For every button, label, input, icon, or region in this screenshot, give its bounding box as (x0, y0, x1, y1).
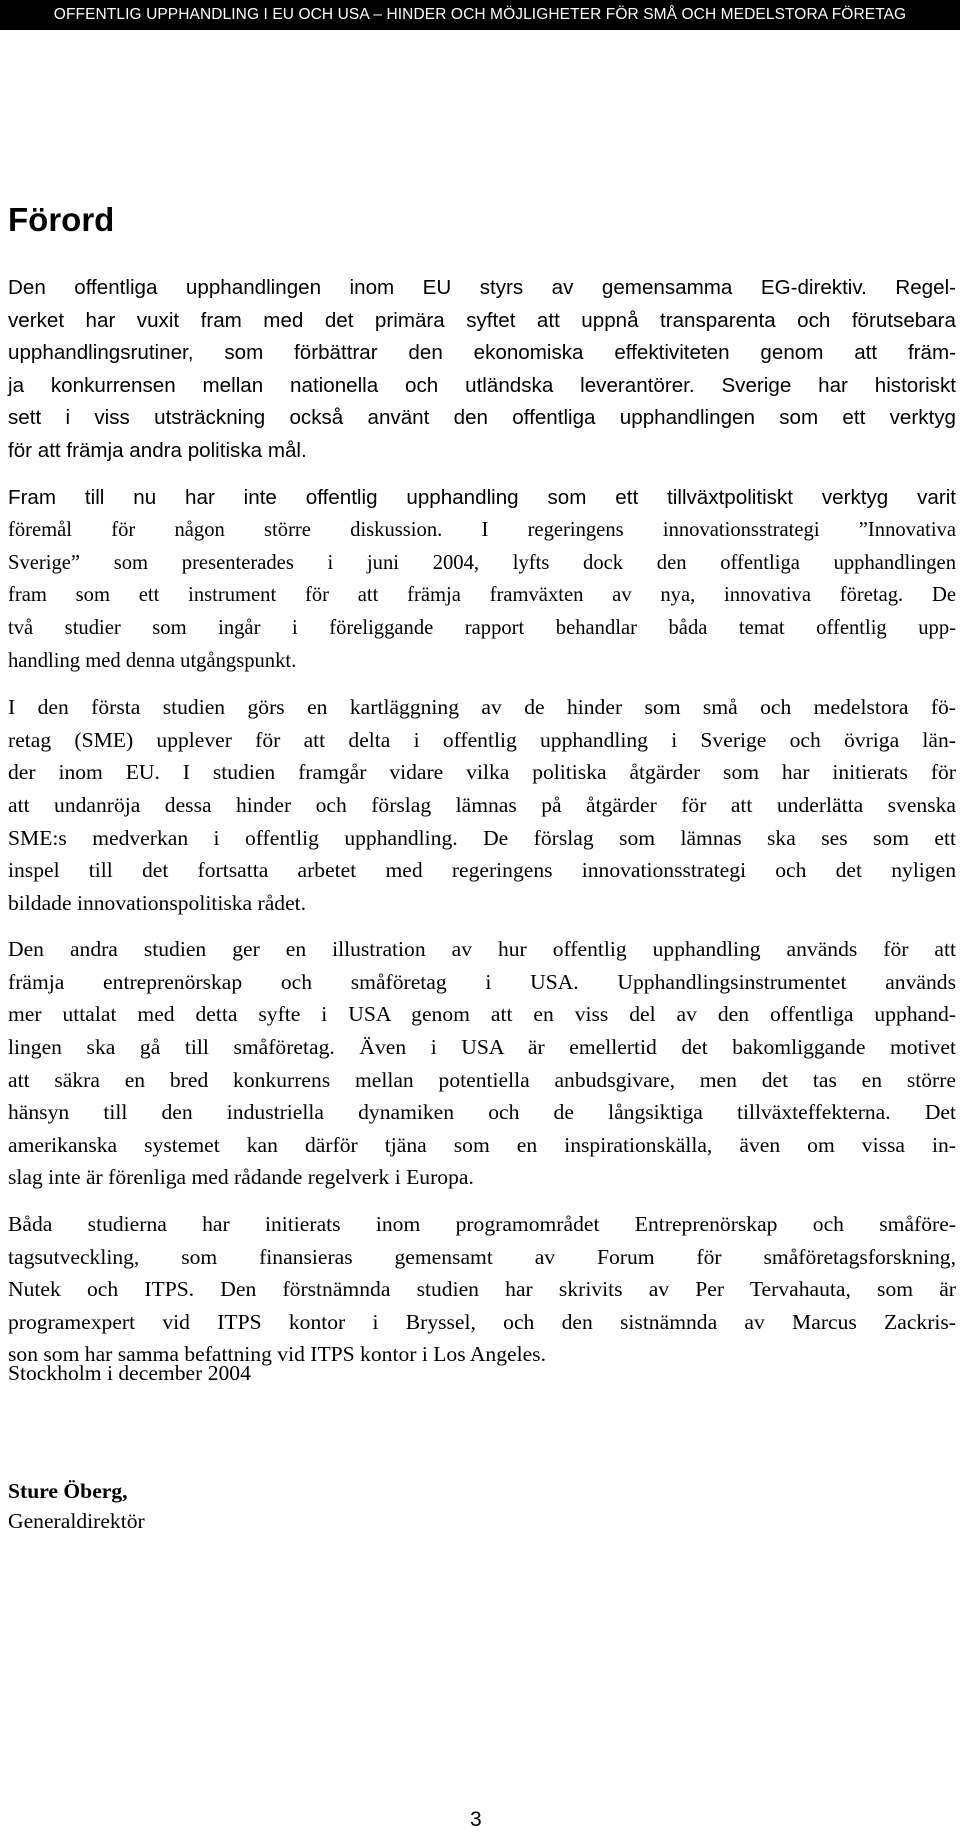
text-line: Båda studierna har initierats inom programområdet Entreprenörskap och småföre- (8, 1212, 956, 1237)
text-line: verket har vuxit fram med det primära syftet att uppnå transparenta och förutsebara (8, 308, 956, 332)
text-line: fram som ett instrument för att främja framväxten av nya, innovativa företag. De (8, 584, 956, 607)
text-line: Den offentliga upphandlingen inom EU styrs av gemensamma EG-direktiv. Regel- (8, 276, 956, 299)
text-line: programexpert vid ITPS kontor i Bryssel, och den sistnämnda av Marcus Zackris- (8, 1309, 956, 1334)
text-line: hänsyn till den industriella dynamiken och de långsiktiga tillväxteffekterna. Det (8, 1100, 956, 1125)
text-line: lingen ska gå till småföretag. Även i USA är emellertid det bakomliggande motivet (8, 1035, 956, 1060)
text-line: föremål för någon större diskussion. I regeringens innovationsstrategi ”Innovativa (8, 519, 956, 542)
text-line: främja entreprenörskap och småföretag i USA. Upphandlingsinstrumentet används (8, 969, 956, 994)
signatory-name: Sture Öberg, (8, 1479, 128, 1503)
paragraph-3 (8, 691, 956, 919)
paragraph-2 (8, 482, 956, 678)
text-line: att säkra en bred konkurrens mellan potentiella anbudsgivare, men det tas en större (8, 1067, 956, 1092)
text-line: att undanröja dessa hinder och förslag lämnas på åtgärder för att underlätta svenska (8, 792, 956, 817)
text-line: för att främja andra politiska mål. (8, 438, 307, 462)
text-line: son som har samma befattning vid ITPS kontor i Los Angeles. (8, 1342, 546, 1367)
text-line: ja konkurrensen mellan nationella och utländska leverantörer. Sverige har historiskt (8, 373, 956, 397)
signatory-title: Generaldirektör (8, 1509, 145, 1533)
paragraph-5 (8, 1208, 956, 1371)
text-line: mer uttalat med detta syfte i USA genom att en viss del av den offentliga upphand- (8, 1002, 956, 1027)
paragraph-4 (8, 933, 956, 1194)
text-line: inspel till det fortsatta arbetet med regeringens innovationsstrategi och det nyligen (8, 858, 956, 883)
text-line: Nutek och ITPS. Den förstnämnda studien har skrivits av Per Tervahauta, som är (8, 1277, 956, 1302)
place-date: Stockholm i december 2004 (8, 1361, 251, 1385)
text-line: Sverige” som presenterades i juni 2004, lyfts dock den offentliga upphandlingen (8, 551, 956, 574)
page-title: Förord (8, 201, 115, 238)
text-line: der inom EU. I studien framgår vidare vilka politiska åtgärder som har initierats för (8, 760, 956, 785)
text-line: slag inte är förenliga med rådande regelverk i Europa. (8, 1165, 474, 1190)
signature-block (8, 1476, 145, 1536)
running-header: OFFENTLIG UPPHANDLING I EU OCH USA – HINDER OCH MÖJLIGHETER FÖR SMÅ OCH MEDELSTORA FÖRETAG (0, 0, 960, 30)
text-line: I den första studien görs en kartläggning av de hinder som små och medelstora fö- (8, 695, 956, 720)
text-line: SME:s medverkan i offentlig upphandling. De förslag som lämnas ska ses som ett (8, 825, 956, 850)
paragraph-1 (8, 272, 956, 468)
text-line: Fram till nu har inte offentlig upphandling som ett tillväxtpolitiskt verktyg varit (8, 485, 956, 509)
text-line: två studier som ingår i föreliggande rapport behandlar båda temat offentlig upp- (8, 616, 956, 639)
text-line: tagsutveckling, som finansieras gemensamt av Forum för småföretagsforskning, (8, 1244, 956, 1269)
page-number: 3 (470, 1808, 482, 1831)
text-line: retag (SME) upplever för att delta i offentlig upphandling i Sverige och övriga län- (8, 727, 956, 752)
text-line: upphandlingsrutiner, som förbättrar den ekonomiska effektiviteten genom att främ- (8, 341, 956, 365)
text-line: sett i viss utsträckning också använt den offentliga upphandlingen som ett verktyg (8, 406, 956, 430)
text-line: amerikanska systemet kan därför tjäna som en inspirationskälla, även om vissa in- (8, 1132, 956, 1157)
body-text (8, 272, 956, 1385)
text-line: handling med denna utgångspunkt. (8, 649, 297, 672)
text-line: Den andra studien ger en illustration av hur offentlig upphandling används för att (8, 937, 956, 962)
text-line: bildade innovationspolitiska rådet. (8, 890, 307, 915)
